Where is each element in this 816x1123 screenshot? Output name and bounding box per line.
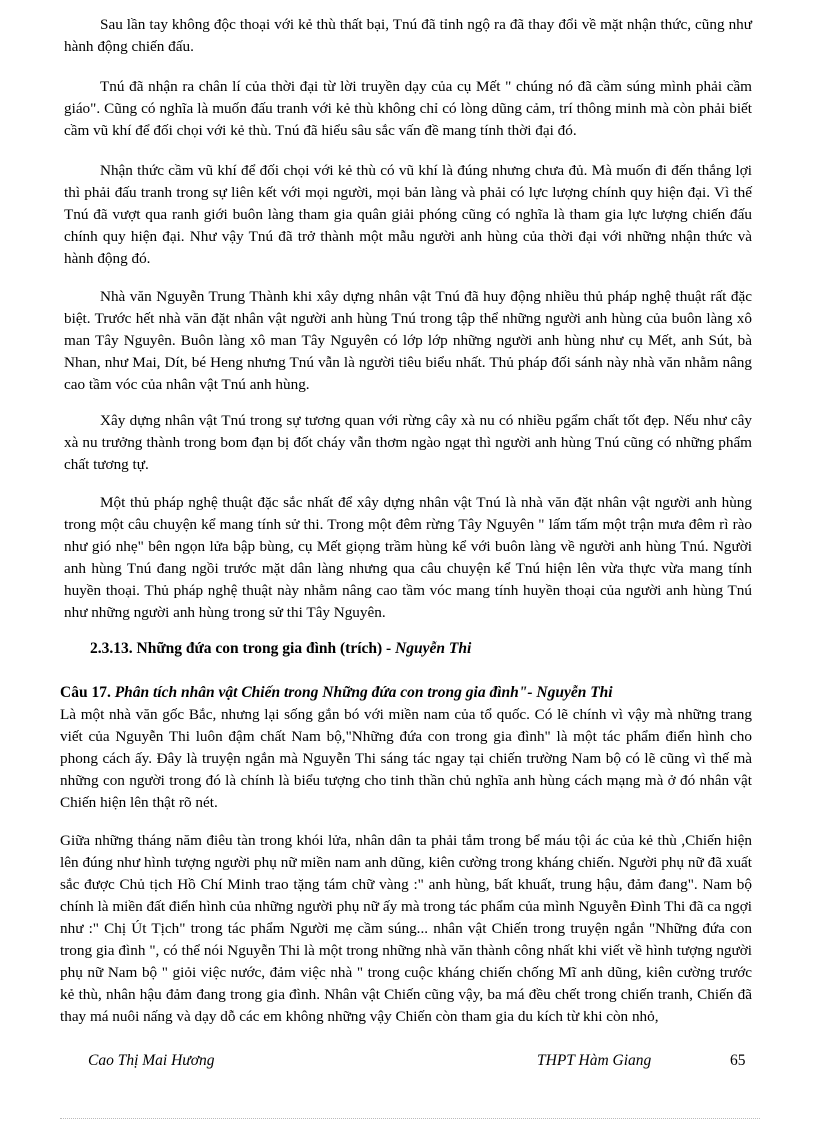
footer-author: Cao Thị Mai Hương [88,1052,215,1069]
paragraph: Tnú đã nhận ra chân lí của thời đại từ lời truyền dạy của cụ Mết " chúng nó đã cầm súng mình phải cầm giáo". Cũng có nghĩa là muốn đấu tranh với kẻ thù không chỉ có lòng dũng cảm, trí thông minh mà còn phải biết cầm vũ khí để đối chọi với kẻ thù. Tnú đã hiểu sâu sắc vấn đề mang tính thời đại đó. [64,78,752,139]
paragraph: Xây dựng nhân vật Tnú trong sự tương quan với rừng cây xà nu có nhiều pgẩm chất tốt đẹp. Nếu như cây xà nu trưởng thành trong bom đạn bị đốt cháy vẫn thơm ngào ngạt thì người anh hùng Tnú cũng có những phẩm chất tương tự. [64,412,752,473]
question-label: Câu 17. [60,684,115,701]
paragraph: Giữa những tháng năm điêu tàn trong khói lửa, nhân dân ta phải tắm trong bể máu tội ác của kẻ thù ,Chiến hiện lên đúng như hình tượng người phụ nữ miền nam anh dũng, kiên cường trong kháng chiến. Người phụ nữ đã xuất sắc được Chủ tịch Hồ Chí Minh trao tặng tám chữ vàng :" anh hùng, bất khuất, trung hậu, đảm đang". Nam bộ chính là miền đất điển hình của những người phụ nữ ấy mà trong tác phẩm của mình Nguyễn Đình Thi đã ca ngợi như :" Chị Út Tịch" trong tác phẩm Người mẹ cầm súng... nhân vật Chiến trong truyện ngắn "Những đứa con trong gia đình ", có thể nói Nguyễn Thi là một trong những nhà văn thành công nhất khi viết về hình tượng người phụ nữ Nam bộ " giỏi việc nước, đảm việc nhà " trong cuộc kháng chiến chống Mĩ anh dũng, kiên cường trước kẻ thù, nhân hậu đảm đang trong gia đình. Nhân vật Chiến cũng vậy, ba má đều chết trong chiến tranh, Chiến đã thay má nuôi nấng và dạy dỗ các em không những vậy Chiến còn tham gia du kích từ khi còn nhỏ, [60,832,752,1025]
footer-school: THPT Hàm Giang [537,1052,652,1069]
question-text: Phân tích nhân vật Chiến trong Những đứa con trong gia đình"- Nguyễn Thi [114,684,613,701]
paragraph: Nhà văn Nguyễn Trung Thành khi xây dựng nhân vật Tnú đã huy động nhiều thủ pháp nghệ thuật rất đặc biệt. Trước hết nhà văn đặt nhân vật người anh hùng Tnú trong tập thể những người anh hùng của buôn làng xô man Tây Nguyên. Buôn làng xô man Tây Nguyên có lớp lớp những người anh hùng như cụ Mết, anh Sút, bà Nhan, như Mai, Dít, bé Heng nhưng Tnú vẫn là người tiêu biểu nhất. Thủ pháp đối sánh này nhà văn nhằm nâng cao tầm vóc của nhân vật Tnú anh hùng. [64,288,752,393]
section-title: 2.3.13. Những đứa con trong gia đình (trích) - [90,640,396,657]
question-heading [60,684,613,702]
paragraph: Là một nhà văn gốc Bắc, nhưng lại sống gắn bó với miền nam của tổ quốc. Có lẽ chính vì vậy mà những trang viết của Nguyễn Thi luôn đậm chất Nam bộ,"Những đứa con trong gia đình" là một tác phẩm điển hình cho phong cách ấy. Đây là truyện ngắn mà Nguyễn Thi sáng tác ngay tại chiến trường Nam bộ có lẽ cũng vì thế mà những con người trong đó là chính là biểu tượng cho tinh thần chủ nghĩa anh hùng cách mạng mà ở đó nhân vật Chiến hiện lên thật rõ nét. [60,706,752,811]
paragraph: Sau lần tay không độc thoại với kẻ thù thất bại, Tnú đã tỉnh ngộ ra đã thay đổi về mặt nhận thức, cũng như hành động chiến đấu. [64,16,752,55]
section-author: Nguyễn Thi [395,640,472,657]
paragraph: Nhận thức cầm vũ khí để đối chọi với kẻ thù có vũ khí là đúng nhưng chưa đủ. Mà muốn đi đến thắng lợi thì phải đấu tranh trong sự liên kết với mọi người, mọi bản làng và phải có lực lượng chính quy hiện đại. Vì thế Tnú đã vượt qua ranh giới buôn làng tham gia quân giải phóng cũng có nghĩa là tham gia lực lượng chiến đấu chính quy hiện đại. Như vậy Tnú đã trở thành một mẫu người anh hùng của thời đại với những nhận thức và hành động đó. [64,162,752,267]
paragraph: Một thủ pháp nghệ thuật đặc sắc nhất để xây dựng nhân vật Tnú là nhà văn đặt nhân vật người anh hùng trong một câu chuyện kể mang tính sử thi. Trong một đêm rừng Tây Nguyên " lấm tấm một trận mưa đêm rì rào như gió nhẹ" bên ngọn lửa bập bùng, cụ Mết giọng trầm hùng kể với buôn làng về người anh hùng Tnú. Người anh hùng Tnú đang ngồi trước mặt dân làng nhưng qua câu chuyện kể Tnú hiện lên vừa thực vừa mang tính huyền thoại. Thủ pháp nghệ thuật này nhằm nâng cao tầm vóc mang tính huyền thoại của người anh hùng Tnú như những người anh hùng trong sử thi Tây Nguyên. [64,494,752,621]
section-heading [90,640,471,658]
page-number: 65 [730,1052,746,1069]
page-bottom-rule [60,1118,760,1119]
